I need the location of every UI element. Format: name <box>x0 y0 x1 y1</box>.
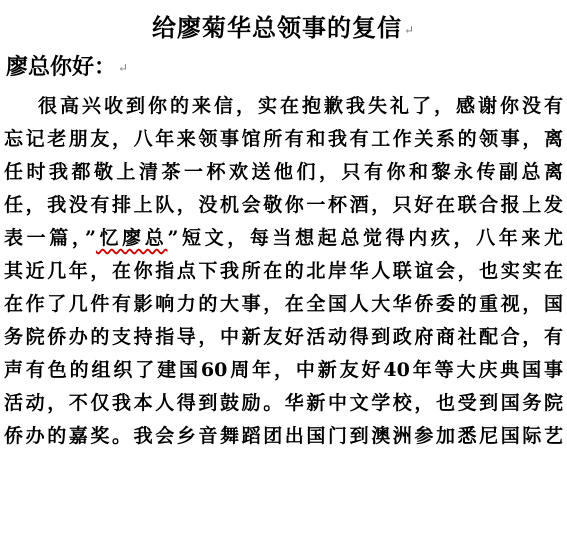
body-line: 活动，不仅我本人得到鼓励。华新中文学校，也受到国务院 <box>4 392 563 414</box>
letter-body <box>4 90 563 453</box>
body-line: 任时我都敬上清茶一杯欢送他们，只有你和黎永传副总离 <box>4 161 563 183</box>
salutation-text: 廖总你好： <box>6 54 117 80</box>
spellcheck-flagged-phrase[interactable]: 忆廖总 <box>95 227 168 249</box>
title-text: 给廖菊华总领事的复信 <box>151 13 402 42</box>
line-break-mark-icon: ↵ <box>118 61 129 75</box>
body-line: 其近几年，在你指点下我所在的北岸华人联谊会，也实实在 <box>4 260 563 282</box>
body-line: 很高兴收到你的来信，实在抱歉我失礼了，感谢你没有 <box>38 95 563 117</box>
body-line: 侨办的嘉奖。我会乡音舞蹈团出国门到澳洲参加悉尼国际艺 <box>4 425 563 447</box>
body-line: 在作了几件有影响力的大事，在全国人大华侨委的重视，国 <box>4 293 563 315</box>
body-line: 声有色的组织了建国60周年，中新友好40年等大庆典国事 <box>4 359 563 381</box>
body-line: 务院侨办的支持指导，中新友好活动得到政府商社配合，有 <box>4 326 563 348</box>
document-title <box>0 8 567 43</box>
paragraph-mark-icon: ↵ <box>403 22 416 37</box>
body-line: 忘记老朋友，八年来领事馆所有和我有工作关系的领事，离 <box>4 128 563 150</box>
body-line-with-spellcheck: 表一篇，”忆廖总”短文，每当想起总觉得内疚，八年来尤 <box>4 227 563 249</box>
body-line: 任，我没有排上队，没机会敬你一杯酒，只好在联合报上发 <box>4 194 563 216</box>
salutation <box>6 50 128 81</box>
